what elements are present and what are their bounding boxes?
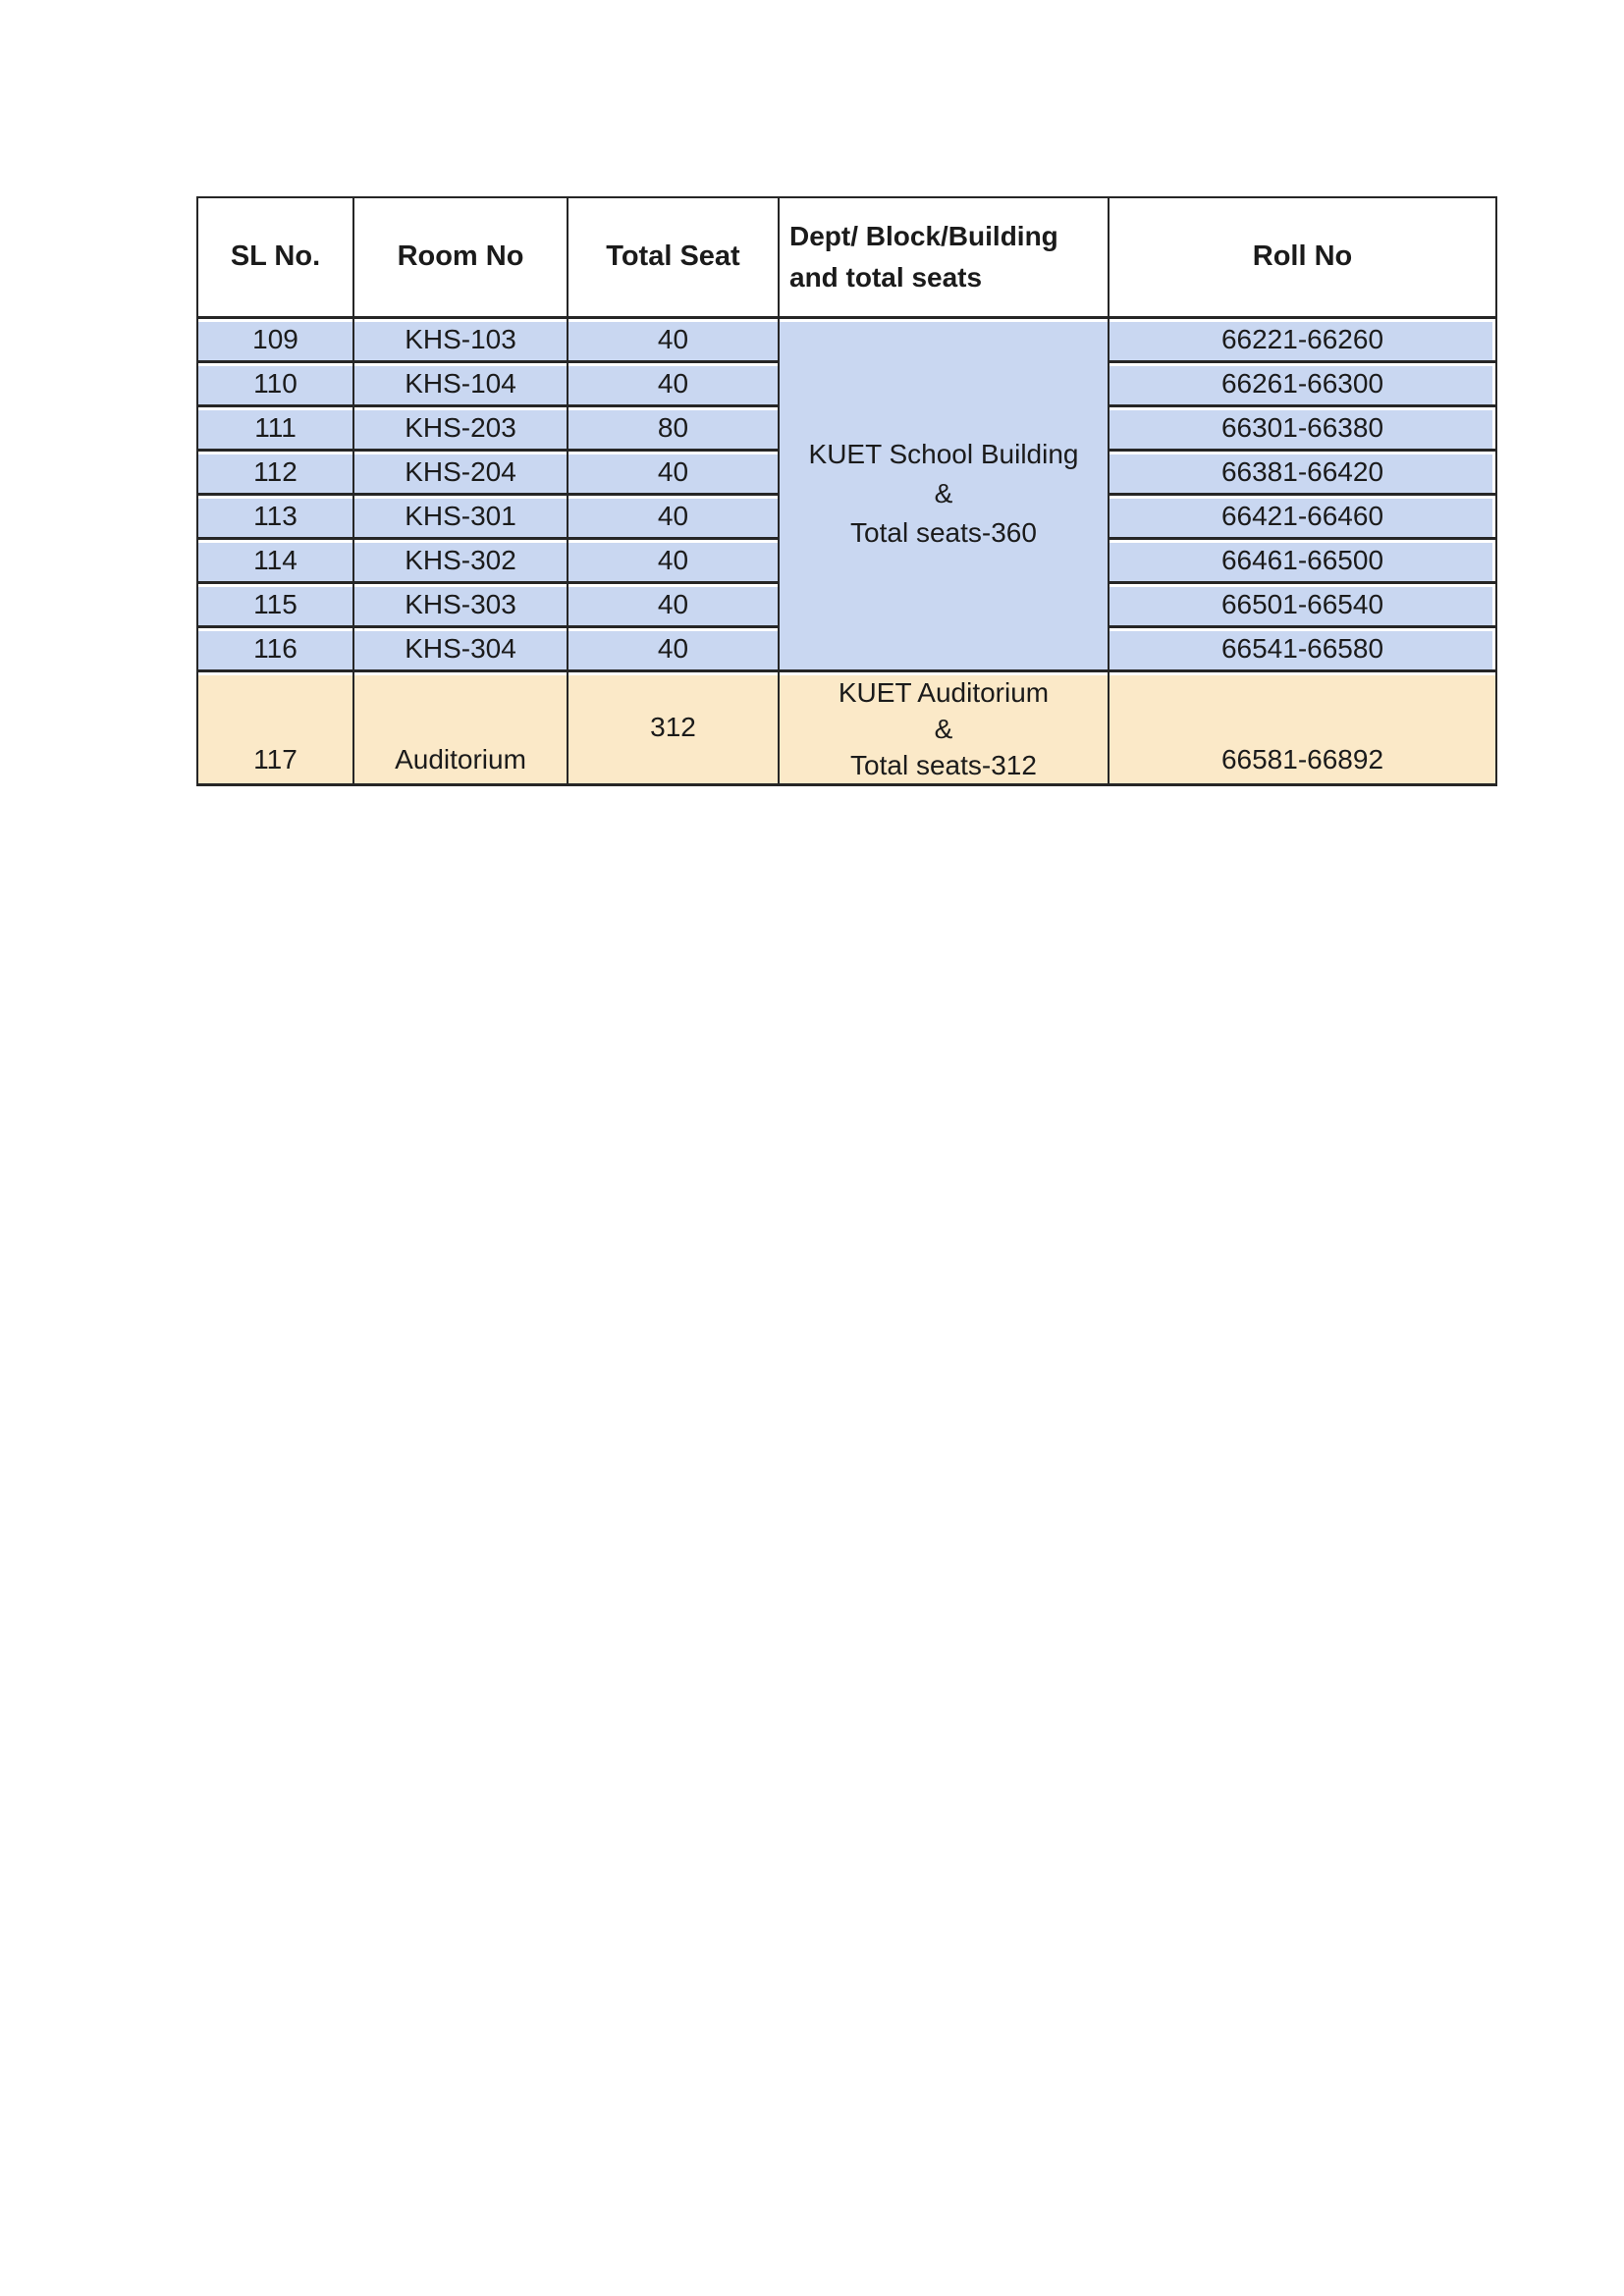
cell-roll: 66501-66540 (1109, 582, 1496, 626)
cell-sl: 117 (197, 670, 353, 784)
cell-seat: 40 (568, 626, 779, 670)
cell-seat: 80 (568, 405, 779, 450)
cell-seat: 312 (568, 670, 779, 784)
cell-seat: 40 (568, 494, 779, 538)
cell-sl: 113 (197, 494, 353, 538)
cell-sl: 109 (197, 317, 353, 361)
cell-roll: 66581-66892 (1109, 670, 1496, 784)
cell-room: KHS-301 (353, 494, 568, 538)
building-ampersand: & (934, 478, 953, 508)
auditorium-row (197, 670, 1496, 784)
building-group-cell (779, 317, 1109, 670)
cell-roll: 66541-66580 (1109, 626, 1496, 670)
cell-sl: 116 (197, 626, 353, 670)
cell-roll: 66461-66500 (1109, 538, 1496, 582)
cell-seat: 40 (568, 317, 779, 361)
header-cell-sl-no: SL No. (197, 197, 353, 317)
header-cell-roll-no: Roll No (1109, 197, 1496, 317)
auditorium-name: KUET Auditorium (838, 676, 1050, 708)
cell-room: KHS-203 (353, 405, 568, 450)
cell-room: KHS-104 (353, 361, 568, 405)
header-cell-dept-block-building (779, 197, 1109, 317)
header-dept-line-2: and total seats (789, 261, 983, 293)
auditorium-group-cell (779, 670, 1109, 784)
cell-sl: 112 (197, 450, 353, 494)
cell-seat: 40 (568, 582, 779, 626)
cell-roll: 66421-66460 (1109, 494, 1496, 538)
cell-seat: 40 (568, 450, 779, 494)
building-total-seats: Total seats-360 (850, 517, 1037, 548)
auditorium-total-seats: Total seats-312 (850, 749, 1037, 780)
cell-roll: 66221-66260 (1109, 317, 1496, 361)
header-dept-line-1: Dept/ Block/Building (789, 220, 1058, 251)
cell-room: Auditorium (353, 670, 568, 784)
cell-sl: 111 (197, 405, 353, 450)
header-cell-room-no: Room No (353, 197, 568, 317)
header-row (197, 197, 1496, 317)
cell-room: KHS-302 (353, 538, 568, 582)
cell-sl: 110 (197, 361, 353, 405)
cell-sl: 114 (197, 538, 353, 582)
cell-roll: 66301-66380 (1109, 405, 1496, 450)
cell-roll: 66381-66420 (1109, 450, 1496, 494)
cell-room: KHS-303 (353, 582, 568, 626)
table-row (197, 317, 1496, 361)
cell-room: KHS-304 (353, 626, 568, 670)
cell-roll: 66261-66300 (1109, 361, 1496, 405)
cell-seat: 40 (568, 361, 779, 405)
building-name: KUET School Building (808, 439, 1079, 469)
cell-room: KHS-103 (353, 317, 568, 361)
cell-seat: 40 (568, 538, 779, 582)
cell-room: KHS-204 (353, 450, 568, 494)
cell-sl: 115 (197, 582, 353, 626)
header-cell-total-seat: Total Seat (568, 197, 779, 317)
seat-plan-table (196, 196, 1497, 786)
auditorium-ampersand: & (934, 713, 953, 744)
